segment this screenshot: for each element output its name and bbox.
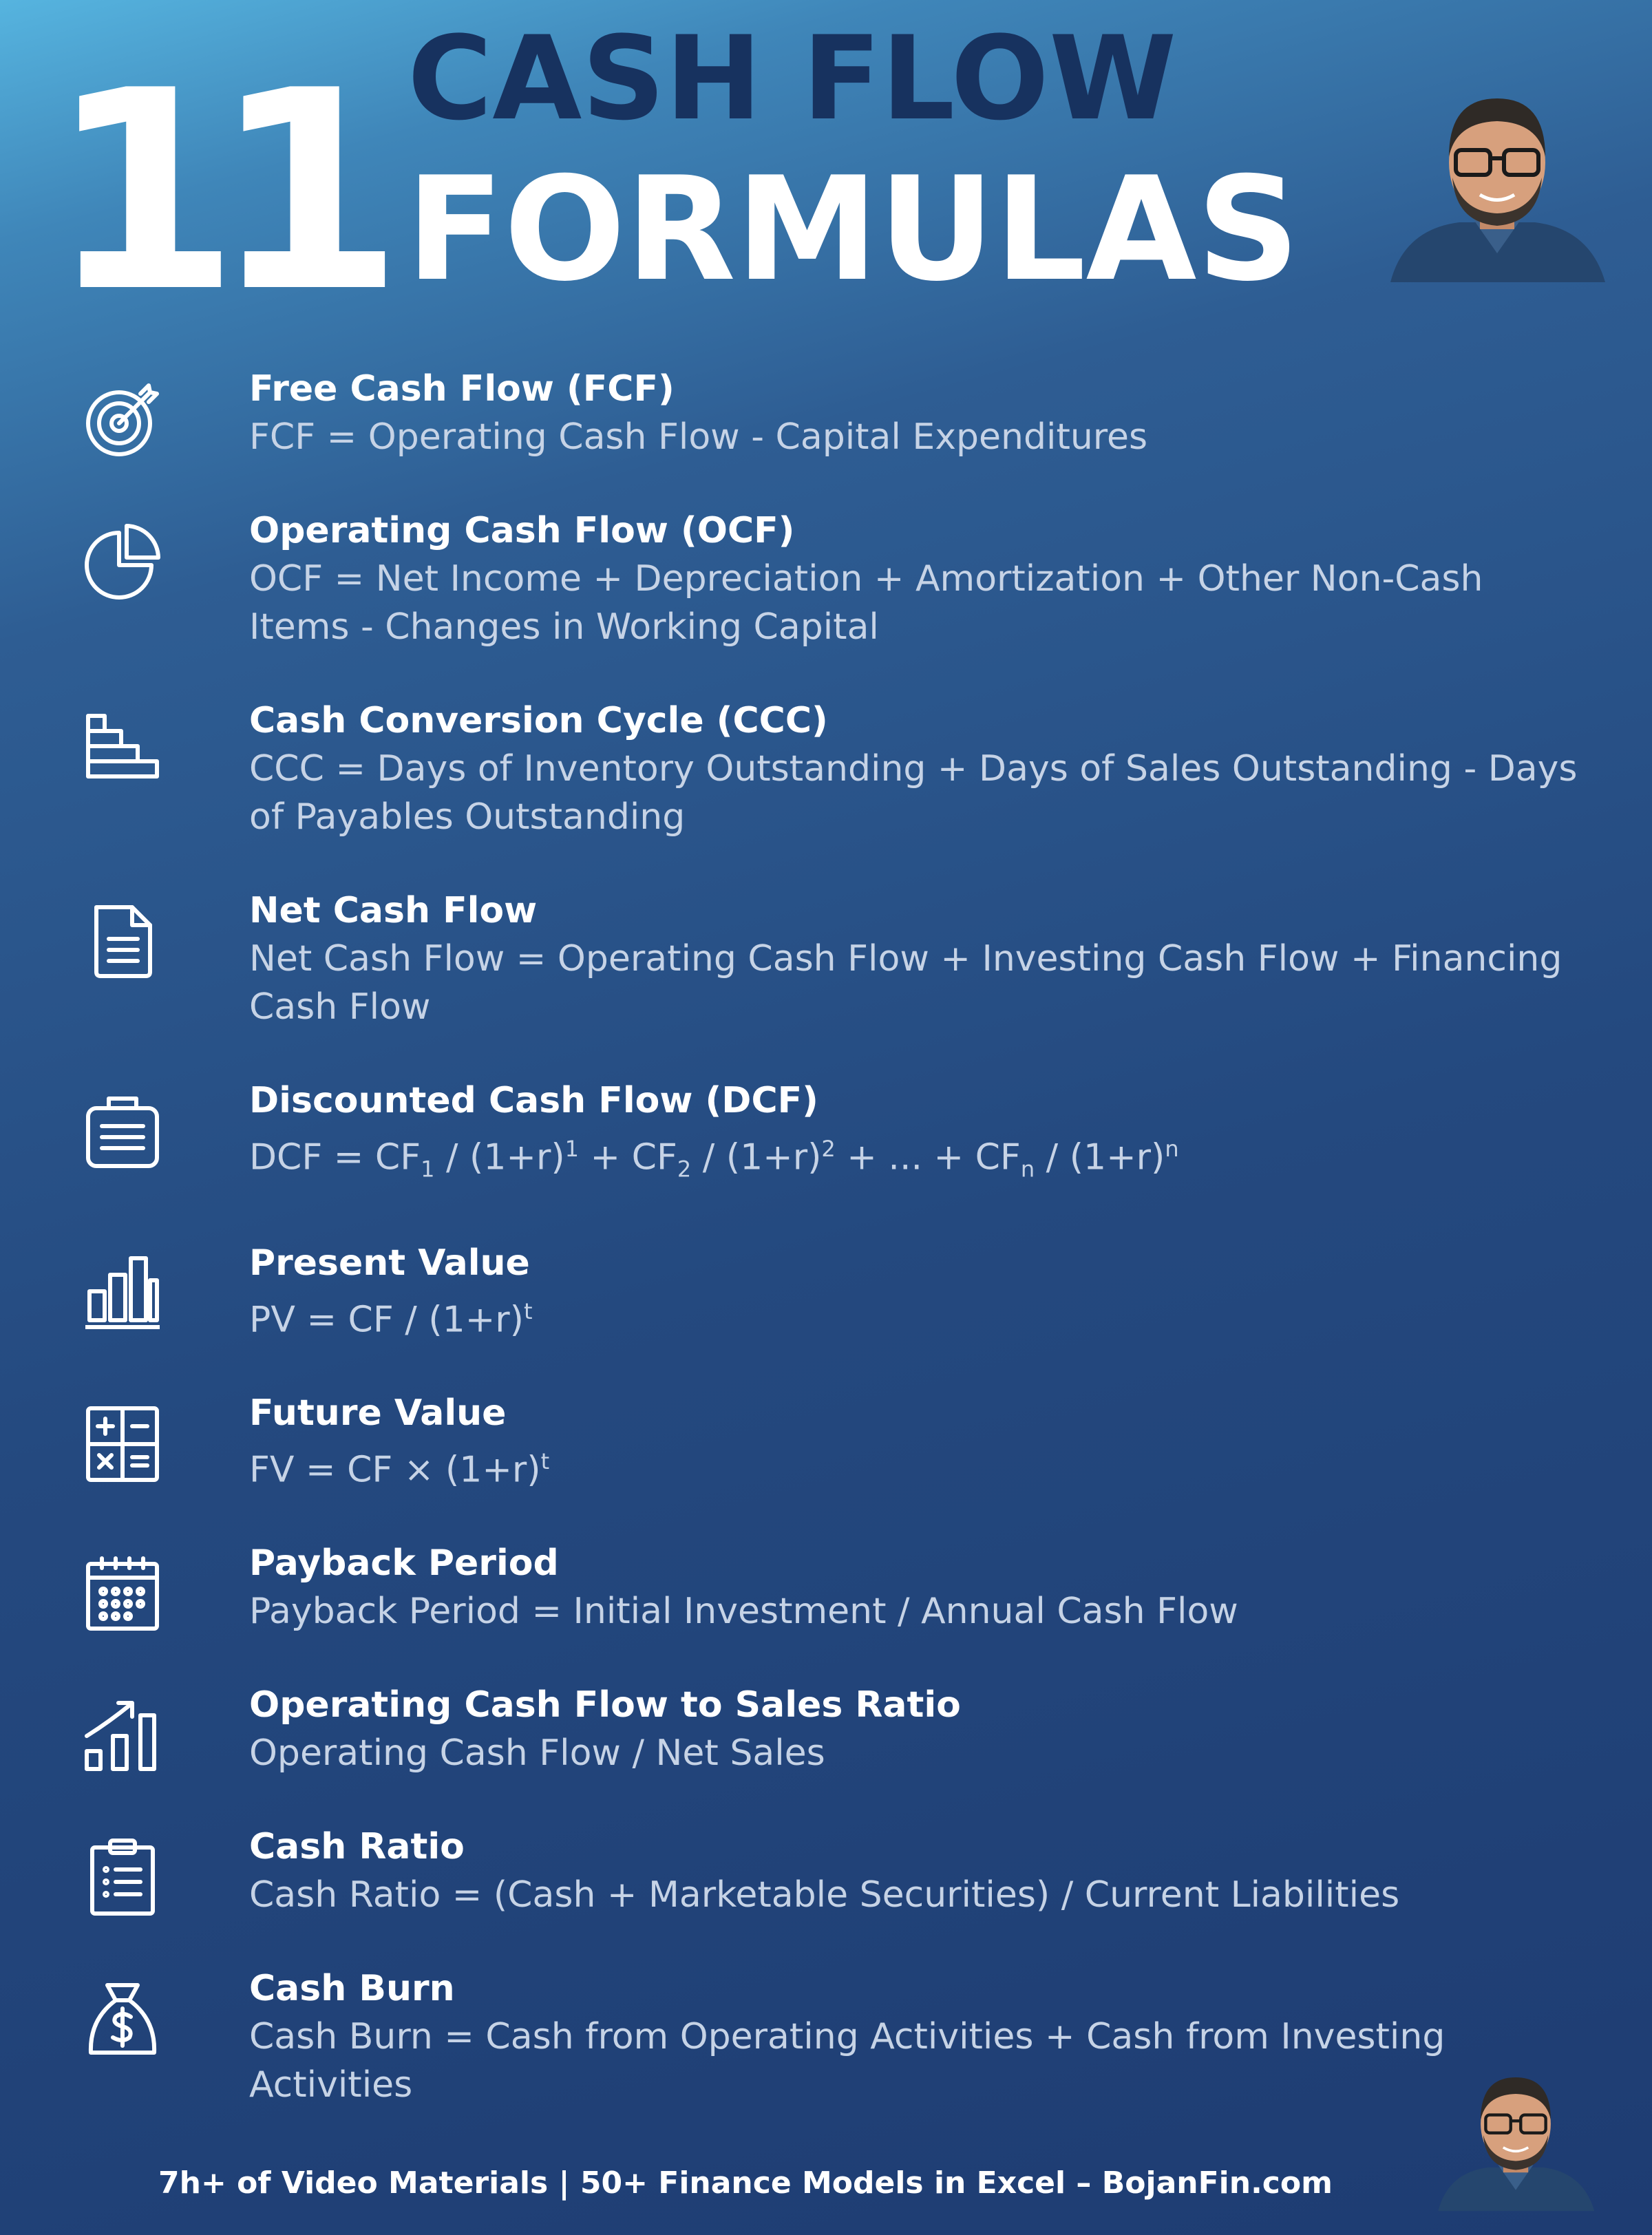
formula-net-cash-flow	[0, 887, 1652, 1031]
formula-title: Future Value	[249, 1392, 507, 1434]
header-number: 11	[48, 32, 377, 352]
formula-cash-burn	[0, 1964, 1652, 2109]
growth-chart-icon	[81, 1695, 164, 1777]
step-bars-icon	[81, 710, 164, 793]
formula-operating-cash-flow	[0, 507, 1652, 651]
formula-title: Cash Conversion Cycle (CCC)	[249, 700, 828, 741]
money-bag-icon	[81, 1978, 164, 2061]
formula-expression: FCF = Operating Cash Flow - Capital Expenditures	[249, 416, 1148, 458]
target-icon	[81, 379, 164, 461]
formula-title: Net Cash Flow	[249, 890, 538, 931]
formula-expression: Cash Burn = Cash from Operating Activities + Cash from Investing Activities	[249, 2016, 1446, 2106]
formula-discounted-cash-flow	[0, 1077, 1652, 1194]
formula-future-value	[0, 1389, 1652, 1494]
document-icon	[81, 900, 164, 983]
formula-list	[0, 365, 1652, 2154]
formula-expression: PV = CF / $(1+r)^t$	[249, 1297, 533, 1341]
title-line-2: FORMULAS	[406, 147, 1300, 313]
calendar-icon	[81, 1553, 164, 1635]
formula-expression: OCF = Net Income + Depreciation + Amortization + Other Non-Cash Items - Changes in Working Capital	[249, 558, 1483, 648]
clipboard-icon	[81, 1836, 164, 1919]
bar-chart-icon	[81, 1253, 164, 1335]
formula-title: Discounted Cash Flow (DCF)	[249, 1080, 818, 1121]
formula-title: Operating Cash Flow to Sales Ratio	[249, 1684, 961, 1726]
formula-title: Cash Ratio	[249, 1826, 465, 1868]
formula-cash-conversion-cycle	[0, 697, 1652, 841]
footer-promo-text: 7h+ of Video Materials | 50+ Finance Models in Excel – BojanFin.com	[158, 2165, 1333, 2201]
author-avatar	[1384, 81, 1611, 282]
formula-payback-period	[0, 1539, 1652, 1635]
formula-present-value	[0, 1239, 1652, 1344]
author-avatar-small	[1433, 2062, 1598, 2214]
formula-free-cash-flow	[0, 365, 1652, 461]
calculator-icon	[81, 1403, 164, 1485]
formula-expression: FV = CF × $(1+r)^t$	[249, 1448, 550, 1491]
formula-cash-ratio	[0, 1823, 1652, 1919]
formula-expression: Cash Ratio = (Cash + Marketable Securities) / Current Liabilities	[249, 1874, 1400, 1916]
formula-expression: Payback Period = Initial Investment / Annual Cash Flow	[249, 1591, 1238, 1633]
pie-chart-icon	[81, 520, 164, 603]
formula-expression: Operating Cash Flow / Net Sales	[249, 1733, 825, 1775]
formula-title: Operating Cash Flow (OCF)	[249, 510, 795, 551]
formula-title: Free Cash Flow (FCF)	[249, 368, 675, 410]
formula-title: Cash Burn	[249, 1968, 455, 2010]
title-line-1: CASH FLOW	[407, 11, 1177, 146]
formula-expression: DCF = $CF_1 / (1+r)^1 + CF_2 / (1+r)^2$ + ... + $CF_n / (1+r)^n$	[249, 1136, 1179, 1183]
formula-expression: Net Cash Flow = Operating Cash Flow + Investing Cash Flow + Financing Cash Flow	[249, 938, 1563, 1028]
formula-expression: CCC = Days of Inventory Outstanding + Days of Sales Outstanding - Days of Payables Outstanding	[249, 748, 1578, 838]
formula-ocf-to-sales-ratio	[0, 1681, 1652, 1777]
formula-title: Present Value	[249, 1242, 530, 1284]
briefcase-icon	[81, 1090, 164, 1173]
formula-title: Payback Period	[249, 1543, 559, 1585]
